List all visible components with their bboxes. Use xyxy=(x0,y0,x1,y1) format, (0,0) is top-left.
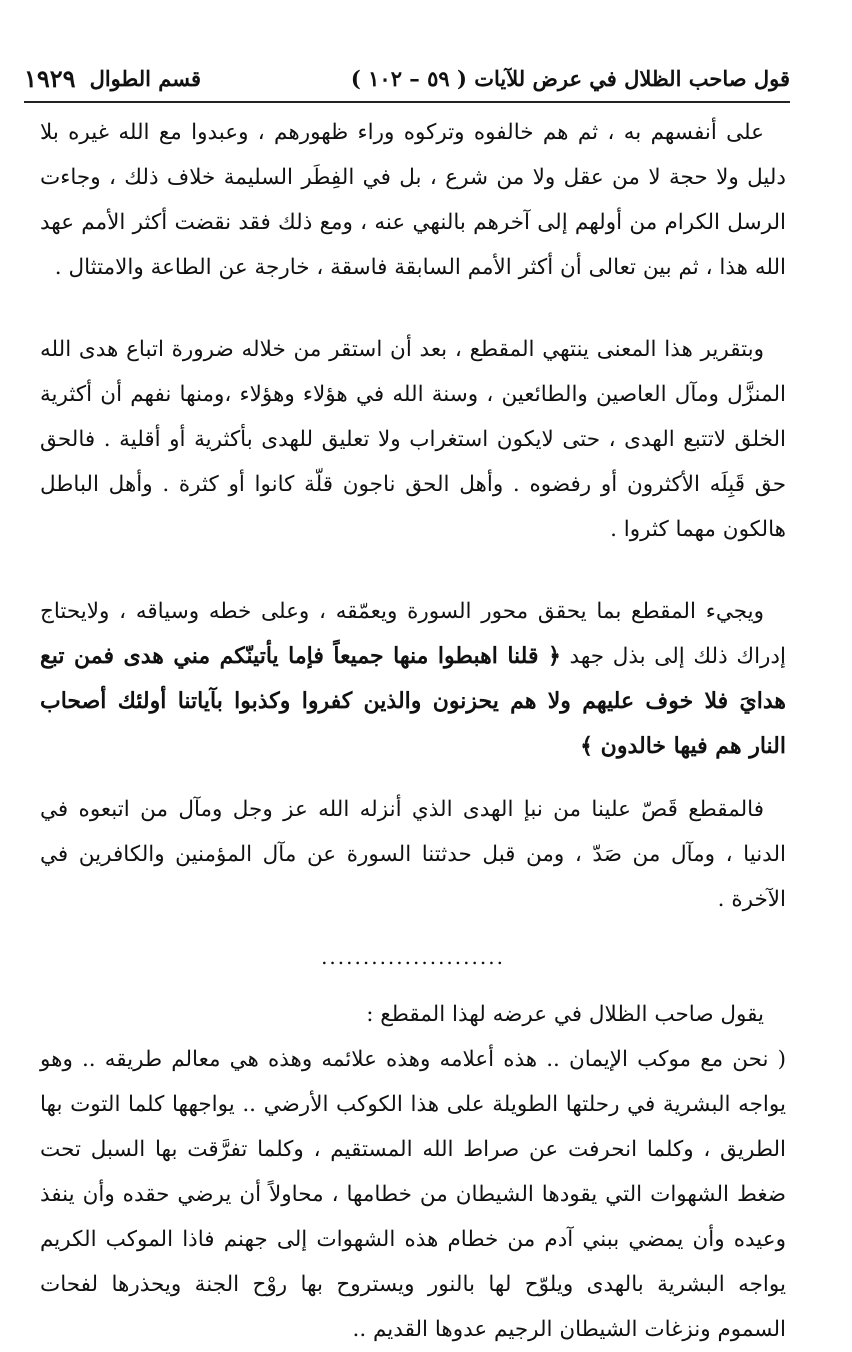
page-number: ١٩٢٩ xyxy=(24,63,76,93)
quote-intro: يقول صاحب الظلال في عرضه لهذا المقطع : xyxy=(366,1002,764,1027)
paragraph: على أنفسهم به ، ثم هم خالفوه وتركوه وراء ظهورهم ، وعبدوا مع الله غيره بلا دليل ولا حجة لا من عقل ولا من شرع ، بل في الفِطَر السليمة خلاف ذلك ، وجاءت الرسل الكرام من أولهم إلى آخرهم بالنهي عنه ، ومع ذلك فقد نقضت أكثر الأمم عهد الله هذا ، ثم بين تعالى أن أكثر الأمم السابقة فاسقة ، خارجة عن الطاعة والامتثال . xyxy=(40,120,786,280)
paragraph: فالمقطع قَصّ علينا من نبإ الهدى الذي أنزله الله عز وجل ومآل من اتبعوه في الدنيا ، ومآل من صَدّ ، ومن قبل حدثتنا السورة عن مآل المؤمنين والكافرين في الآخرة . xyxy=(40,797,786,912)
running-head xyxy=(24,60,790,96)
paragraph: وبتقرير هذا المعنى ينتهي المقطع ، بعد أن استقر من خلاله ضرورة اتباع هدى الله المنزَّل ومآل العاصين والطائعين ، وسنة الله في هؤلاء وهؤلاء ،ومنها نفهم أن أكثرية الخلق لاتتبع الهدى ، حتى لايكون استغراب ولا تعليق للهدى بأكثرية أو أقلية . فالحق حق قَبِلَه الأكثرون أو رفضوه . وأهل الحق ناجون قلّة كانوا أو كثرة . وأهل الباطل هالكون مهما كثروا . xyxy=(40,337,786,542)
quran-verse: ﴿ قلنا اهبطوا منها جميعاً فإما يأتينّكم مني هدى فمن تبع هدايَ فلا خوف عليهم ولا هم يحزنون والذين كفروا وكذبوا بآياتنا أولئك أصحاب النار هم فيها خالدون ﴾ xyxy=(40,643,786,759)
book-section-title: قسم الطوال xyxy=(89,65,202,91)
quoted-passage: ( نحن مع موكب الإيمان .. هذه أعلامه وهذه علائمه وهذه هي معالم طريقه .. وهو يواجه البشرية في رحلتها الطويلة على هذا الكوكب الأرضي .. يواجهها كلما التوت بها الطريق ، وكلما انحرفت عن صراط الله المستقيم ، وكلما تفرَّقت بها السبل تحت ضغط الشهوات التي يقودها الشيطان من خطامها ، محاولاً أن يرضي حقده وأن ينفذ وعيده وأن يمضي ببني آدم من خطام هذه الشهوات إلى جهنم فاذا الموكب الكريم يواجه البشرية بالهدى ويلوّح لها بالنور ويستروح بها روْح الجنة ويحذرها لفحات السموم ونزغات الشيطان الرجيم عدوها القديم .. xyxy=(40,1047,786,1342)
paragraph-lead: ويجيء المقطع بما يحقق محور السورة ويعمّقه ، وعلى خطه وسياقه ، ولايحتاج إدراك ذلك إلى بذل جهد xyxy=(40,599,786,669)
running-head-left xyxy=(24,64,201,93)
paragraph-with-verse xyxy=(40,589,786,769)
header-rule xyxy=(24,101,790,103)
body-text xyxy=(40,110,786,1352)
chapter-heading: قول صاحب الظلال في عرض للآيات ( ٥٩ – ١٠٢ ) xyxy=(350,65,790,91)
dotted-separator: ...................... xyxy=(321,945,505,969)
